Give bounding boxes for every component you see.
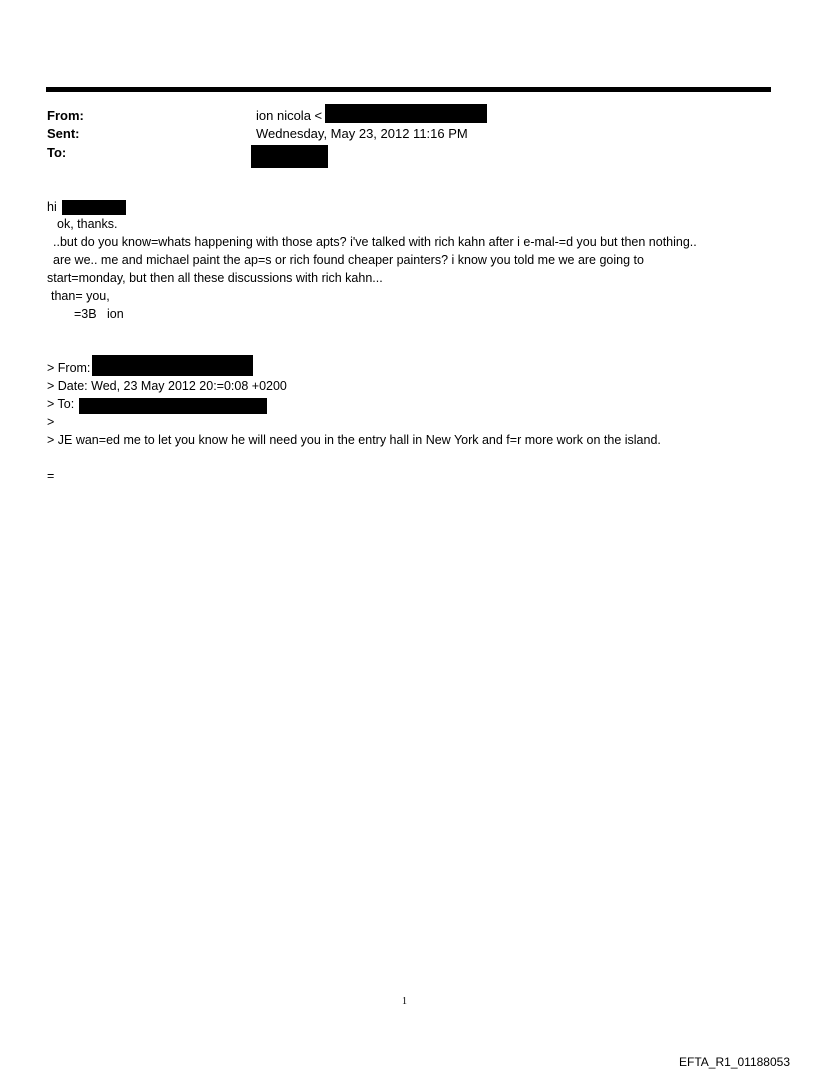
trailer: = bbox=[47, 469, 55, 483]
redaction-greeting-name bbox=[62, 200, 126, 215]
redaction-from-email bbox=[325, 104, 487, 123]
document-id: EFTA_R1_01188053 bbox=[679, 1055, 790, 1069]
to-label: To: bbox=[47, 145, 67, 160]
body-line-2: ..but do you know=whats happening with those apts? i've talked with rich kahn after i e-mal-=d you but then nothing.. bbox=[53, 235, 697, 249]
greeting: hi bbox=[47, 200, 57, 214]
body-line-5: than= you, bbox=[51, 289, 110, 303]
redaction-quoted-from bbox=[92, 355, 253, 376]
sent-label: Sent: bbox=[47, 126, 80, 141]
from-label: From: bbox=[47, 108, 84, 123]
redaction-quoted-to bbox=[79, 398, 267, 414]
quoted-to: > To: bbox=[47, 397, 75, 411]
body-line-3: are we.. me and michael paint the ap=s or rich found cheaper painters? i know you told me we are going to bbox=[53, 253, 644, 267]
body-line-1: ok, thanks. bbox=[57, 217, 118, 231]
quoted-from: > From: bbox=[47, 361, 91, 375]
redaction-to-recipient bbox=[251, 145, 328, 168]
from-value: ion nicola < bbox=[256, 108, 323, 123]
header-rule bbox=[46, 87, 771, 92]
quoted-message: > JE wan=ed me to let you know he will need you in the entry hall in New York and f=r more work on the island. bbox=[47, 433, 661, 447]
body-line-6: =3B ion bbox=[74, 307, 124, 321]
sent-value: Wednesday, May 23, 2012 11:16 PM bbox=[256, 126, 468, 141]
page-number: 1 bbox=[402, 996, 407, 1007]
quoted-date: > Date: Wed, 23 May 2012 20:=0:08 +0200 bbox=[47, 379, 287, 393]
quoted-blank: > bbox=[47, 415, 55, 429]
body-line-4: start=monday, but then all these discussions with rich kahn... bbox=[47, 271, 383, 285]
